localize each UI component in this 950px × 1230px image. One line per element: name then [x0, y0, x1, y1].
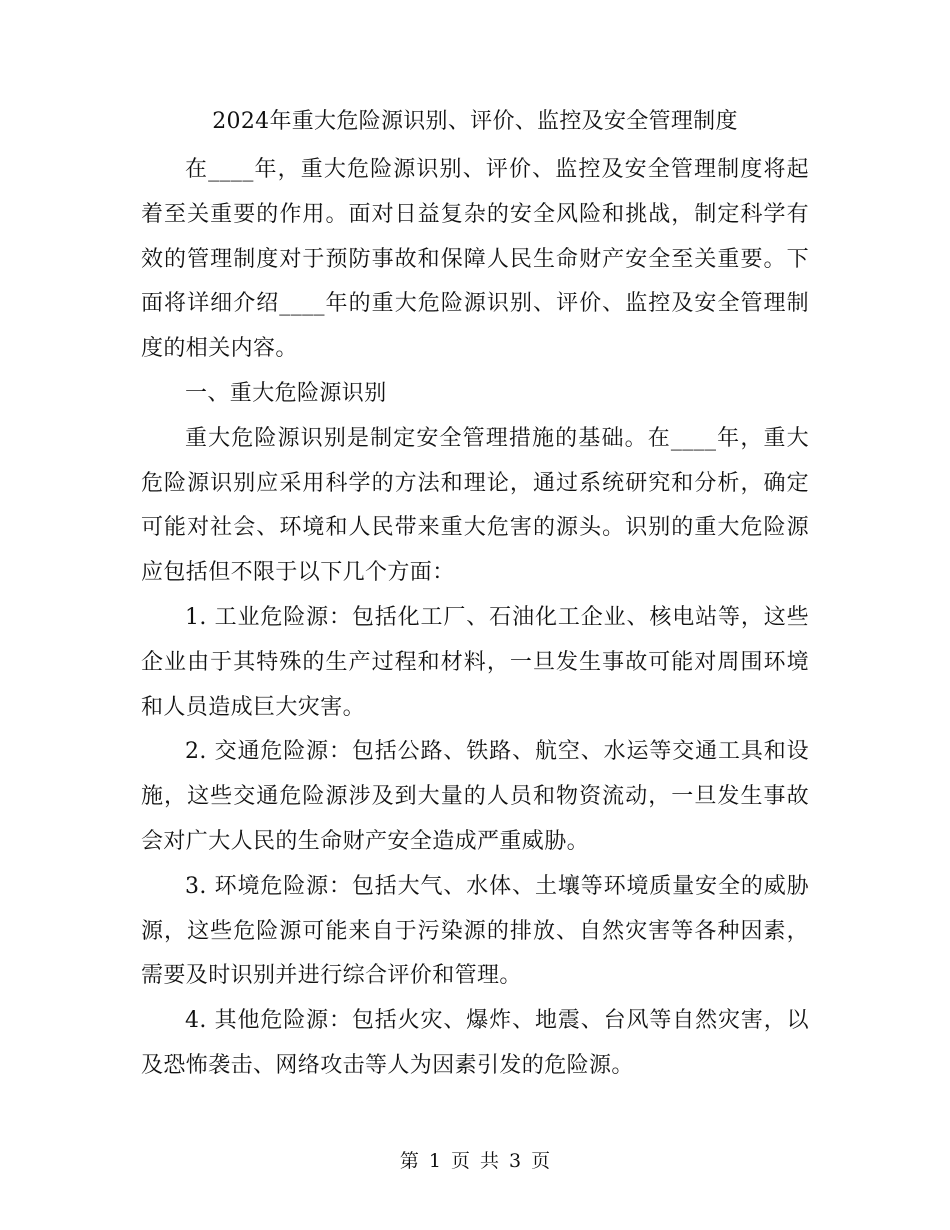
intro-paragraph: 在____年，重大危险源识别、评价、监控及安全管理制度将起着至关重要的作用。面对日益复杂的安全风险和挑战，制定科学有效的管理制度对于预防事故和保障人民生命财产安全至关重要。下面将详细介绍____年的重大危险源识别、评价、监控及安全管理制度的相关内容。 — [141, 157, 809, 362]
identification-paragraph: 重大危险源识别是制定安全管理措施的基础。在____年，重大危险源识别应采用科学的方法和理论，通过系统研究和分析，确定可能对社会、环境和人民带来重大危害的源头。识别的重大危险源应包括但不限于以下几个方面： — [141, 425, 809, 586]
list-item-traffic-hazard: 2. 交通危险源：包括公路、铁路、航空、水运等交通工具和设施，这些交通危险源涉及到大量的人员和物资流动，一旦发生事故会对广大人民的生命财产安全造成严重威胁。 — [141, 739, 809, 854]
document-title: 2024年重大危险源识别、评价、监控及安全管理制度 — [212, 109, 738, 134]
document-body — [141, 148, 809, 1089]
section-heading-identification: 一、重大危险源识别 — [185, 380, 387, 406]
list-item-environment-hazard: 3. 环境危险源：包括大气、水体、土壤等环境质量安全的威胁源，这些危险源可能来自于污染源的排放、自然灾害等各种因素，需要及时识别并进行综合评价和管理。 — [141, 873, 809, 989]
page-number: 第 1 页 共 3 页 — [399, 1150, 551, 1172]
list-item-industrial-hazard: 1. 工业危险源：包括化工厂、石油化工企业、核电站等，这些企业由于其特殊的生产过程和材料，一旦发生事故可能对周围环境和人员造成巨大灾害。 — [141, 604, 809, 720]
list-item-other-hazard: 4. 其他危险源：包括火灾、爆炸、地震、台风等自然灾害，以及恐怖袭击、网络攻击等人为因素引发的危险源。 — [141, 1008, 809, 1078]
